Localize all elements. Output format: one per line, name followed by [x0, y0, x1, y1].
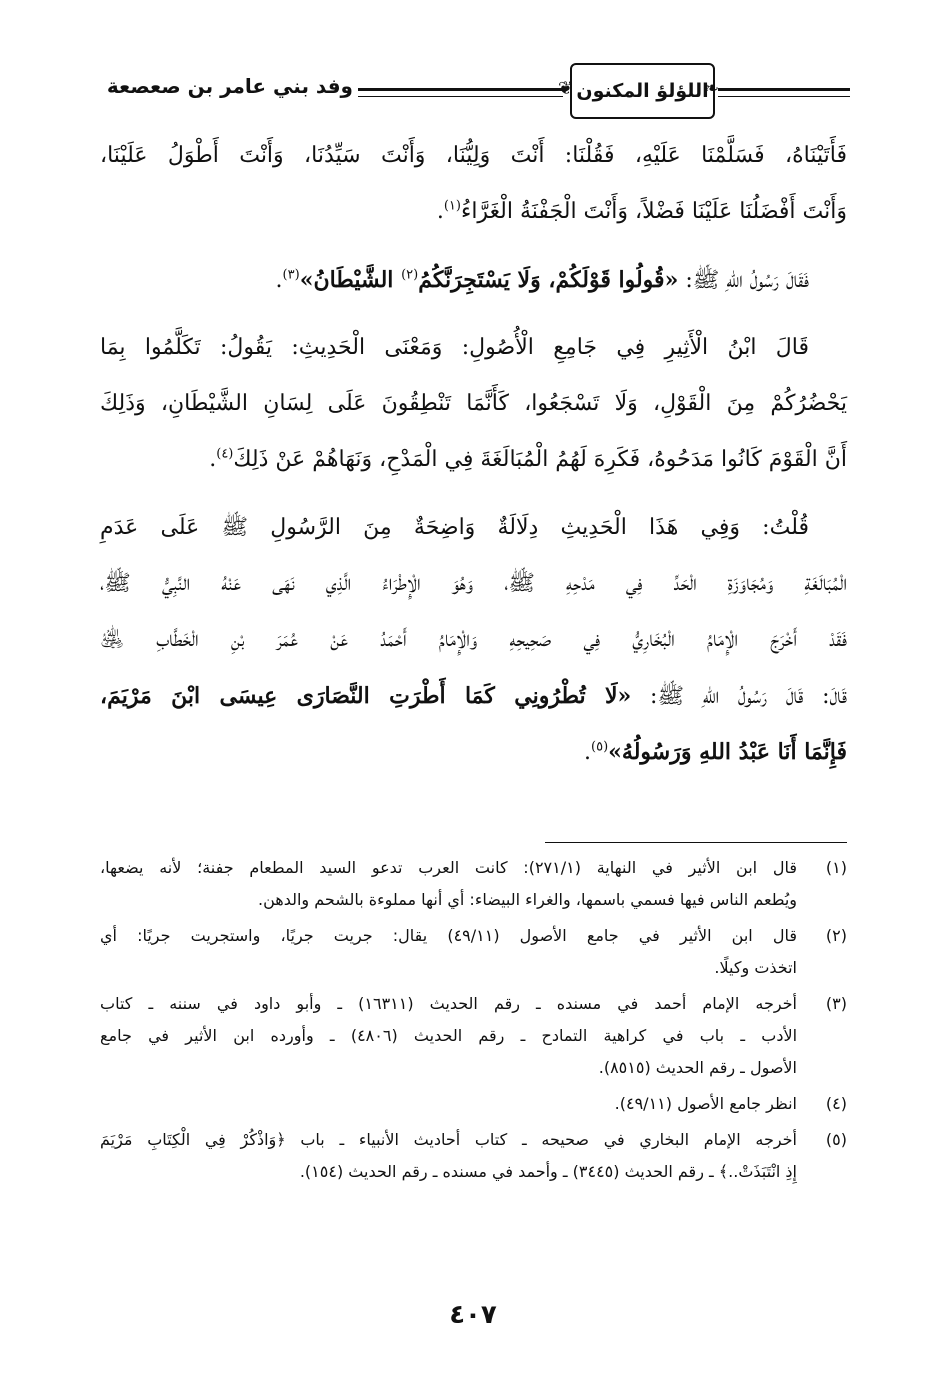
- text-span: .: [584, 740, 592, 765]
- footnote-line: قال ابن الأثير في النهاية (٢٧١/١): كانت العرب تدعو السيد المطعام جفنة؛ لأنه يضعها،: [100, 858, 797, 877]
- footnote-ref: (٥): [591, 739, 609, 755]
- book-title-cartouche: [570, 63, 715, 119]
- footnote-text: [100, 852, 797, 916]
- footnote-number: (٢): [825, 926, 847, 945]
- footnote-number: (٣): [825, 994, 847, 1013]
- footnote-line: أخرجه الإمام البخاري في صحيحه ـ كتاب أحاديث الأنبياء ـ باب ﴿وَاذْكُرْ فِي الْكِتَابِ مَرْيَمَ: [100, 1130, 797, 1149]
- text-span: فَقَالَ رَسُولُ اللهِ ﷺ:: [678, 268, 809, 293]
- footnote-text: [100, 920, 797, 984]
- text-span: قَالَ: قَالَ رَسُولُ اللهِ ﷺ:: [631, 684, 847, 709]
- footnote: [100, 1124, 847, 1188]
- hadith-quote: «لَا تُطْرُونِي كَمَا أَطْرَتِ النَّصَارَى عِيسَى ابْنَ مَرْيَمَ،: [100, 683, 632, 709]
- footnote: [100, 988, 847, 1084]
- text-line: يَحْضُرُكُمْ مِنَ الْقَوْلِ، وَلَا تَسْجَعُوا، كَأَنَّمَا تَنْطِقُونَ عَلَى لِسَانِ الشَّيْطَانِ، وَذَلِكَ: [100, 391, 847, 416]
- text-span: وَأَنْتَ أَفْضَلُنَا عَلَيْنَا فَضْلاً، وَأَنْتَ الْجَفْنَةُ الْغَرَّاءُ: [460, 199, 847, 224]
- header-ornament-left: ❦: [558, 78, 574, 99]
- text-span: .: [275, 268, 283, 293]
- text-line: [100, 252, 847, 308]
- text-line: [100, 668, 847, 724]
- footnote: [100, 1088, 847, 1120]
- footnote: [100, 852, 847, 916]
- footnote-separator: [545, 842, 847, 843]
- footnote-ref: (٤): [216, 446, 234, 462]
- footnote-number: (٥): [825, 1130, 847, 1149]
- page-number: ٤٠٧: [449, 1300, 497, 1330]
- footnote-number: (٤): [825, 1094, 847, 1113]
- footnote-line: الأدب ـ باب في كراهية التمادح ـ رقم الحديث (٤٨٠٦) ـ وأورده ابن الأثير في جامع: [100, 1026, 798, 1045]
- text-line: فَأَتَيْنَاهُ، فَسَلَّمْنَا عَلَيْهِ، فَقُلْنَا: أَنْتَ وَلِيُّنَا، وَأَنْتَ سَيِّدُنَا، وَأَنْتَ أَطْوَلُ عَلَيْنَا،: [100, 143, 847, 168]
- text-line: [100, 184, 847, 240]
- chapter-title: وفد بني عامر بن صعصعة: [106, 74, 353, 98]
- footnote-line: إِذِ انْتَبَذَتْ..﴾ ـ رقم الحديث (٣٤٤٥) ـ وأحمد في مسنده ـ رقم الحديث (١٥٤).: [299, 1162, 797, 1181]
- text-span: .: [209, 447, 217, 472]
- footnote-text: [100, 988, 797, 1084]
- footnote-line: أخرجه الإمام أحمد في مسنده ـ رقم الحديث (١٦٣١١) ـ وأبو داود في سننه ـ كتاب: [100, 994, 798, 1013]
- footnote-ref: (٢): [401, 267, 419, 283]
- footnote: [100, 920, 847, 984]
- footnote-text: [100, 1124, 797, 1188]
- header-rule-middle: [358, 88, 563, 97]
- footnote-ref: (٣): [282, 267, 300, 283]
- text-line: [100, 724, 847, 780]
- header-ornament-right: ❧: [704, 78, 720, 99]
- text-line: [100, 432, 847, 488]
- running-header: [95, 58, 865, 128]
- footnotes: [100, 852, 847, 1192]
- text-line: قُلْتُ: وَفِي هَذَا الْحَدِيثِ دِلَالَةٌ وَاضِحَةٌ مِنَ الرَّسُولِ ﷺ عَلَى عَدَمِ: [100, 515, 809, 540]
- hadith-quote: الشَّيْطَانُ»: [299, 267, 402, 293]
- footnote-line: قال ابن الأثير في جامع الأصول (٤٩/١١) يقال: جريت جريًا، واستجريت جريًا: أي: [100, 926, 798, 945]
- hadith-quote: «قُولُوا قَوْلَكُمْ، وَلَا يَسْتَجِرَنَّكُمُ: [418, 267, 679, 293]
- text-line: الْمُبَالَغَةِ وَمُجَاوَزَةِ الْحَدِّ فِي مَدْحِهِ ﷺ، وَهُوَ الْإِطْرَاءُ الَّذِي نَهَى عَنْهُ النَّبِيُّ ﷺ،: [100, 571, 847, 596]
- footnote-line: انظر جامع الأصول (٤٩/١١).: [614, 1094, 797, 1113]
- footnote-number: (١): [825, 858, 847, 877]
- footnote-text: [100, 1088, 797, 1120]
- footnote-line: اتخذت وكيلًا.: [714, 958, 797, 977]
- header-rule-right: [718, 88, 850, 97]
- text-line: فَقَدْ أَخْرَجَ الْإِمَامُ الْبُخَارِيُّ فِي صَحِيحِهِ وَالْإِمَامُ أَحْمَدُ عَنْ عُمَرَ بْنِ الْخَطَّابِ ﵁: [100, 627, 847, 652]
- book-title: اللؤلؤ المكنون: [576, 80, 709, 102]
- text-line: قَالَ ابْنُ الْأَثِيرِ فِي جَامِعِ الْأُصُولِ: وَمَعْنَى الْحَدِيثِ: يَقُولُ: تَكَلَّمُوا بِمَا: [100, 335, 809, 360]
- text-span: .: [436, 199, 444, 224]
- main-text: [100, 128, 847, 780]
- footnote-ref: (١): [443, 198, 461, 214]
- text-span: أَنَّ الْقَوْمَ كَانُوا مَدَحُوهُ، فَكَرِهَ لَهُمُ الْمُبَالَغَةَ فِي الْمَدْحِ، وَنَهَاهُمْ عَنْ ذَلِكَ: [233, 447, 847, 472]
- footnote-line: ويُطعم الناس فيها فسمي باسمها، والغراء البيضاء: أي أنها مملوءة بالشحم والدهن.: [257, 890, 797, 909]
- hadith-quote: فَإِنَّمَا أَنَا عَبْدُ اللهِ وَرَسُولُهُ»: [608, 739, 847, 765]
- footnote-line: الأصول ـ رقم الحديث (٨٥١٥).: [598, 1058, 797, 1077]
